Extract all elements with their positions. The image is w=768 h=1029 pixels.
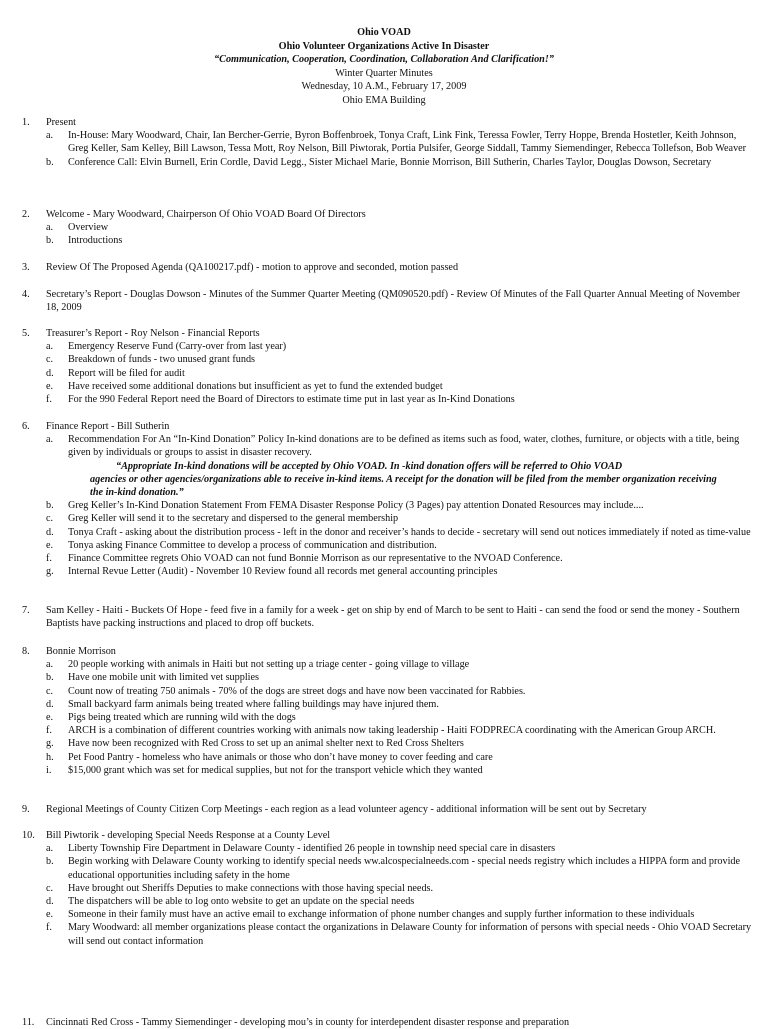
list-item: a. Recommendation For An “In-Kind Donation” Policy In-kind donations are to be defined as items such as food, water, clothes, furniture, or objects with a title, being given by individuals or groups to assist in disaster recovery.: [46, 434, 740, 459]
section-number: 1.: [22, 117, 30, 128]
list-item: a. 20 people working with animals in Haiti but not setting up a triage center - going village to village: [46, 659, 470, 671]
list-item: a. Liberty Township Fire Department in Delaware County - identified 26 people in township need special care in disasters: [46, 843, 556, 855]
list-item: a. Overview: [46, 222, 109, 234]
list-item: g. Internal Revue Letter (Audit) - November 10 Review found all records met general accounting principles: [46, 566, 498, 578]
list-item: f. ARCH is a combination of different countries working with animals now taking leadership - Haiti FODPRECA coordinating with the American Group ARCH.: [46, 725, 716, 737]
list-item: c. Count now of treating 750 animals - 70% of the dogs are street dogs and have now been vaccinated for Rabbies.: [46, 685, 526, 697]
list-item: b. Introductions: [46, 235, 123, 247]
section-title: Regional Meetings of County Citizen Corp Meetings - each region as a lead volunteer agency - additional information will be sent out by Secretary: [46, 804, 647, 815]
list-item: a. In-House: Mary Woodward, Chair, Ian Bercher-Gerrie, Byron Boffenbroek, Tonya Craft, Link Fink, Teressa Fowler, Terry Hoppe, Brenda Hostetler, Keith Johnson, Greg Keller, Sam Kelley, Bill Lawson, Tessa Mott, Roy Nelson, Bill Piwtorak, Portia Pulsifer, George Siddall, Tammy Siemendinger, Rebecca Tollefson, Bob Weaver: [46, 130, 747, 155]
list-item: c. Have brought out Sheriffs Deputies to make connections with those having special needs.: [46, 882, 434, 894]
section-number: 7.: [22, 605, 30, 616]
section-title: Finance Report - Bill Sutherin: [46, 421, 170, 432]
list-item: h. Pet Food Pantry - homeless who have animals or those who don’t have money to cover feeding and care: [46, 751, 493, 763]
list-item: b. Conference Call: Elvin Burnell, Erin Cordle, David Legg., Sister Michael Marie, Bonnie Morrison, Bill Sutherin, Charles Taylor, Douglas Dowson, Secretary: [46, 156, 712, 168]
list-item: d. Report will be filed for audit: [46, 367, 185, 379]
section-title: Cincinnati Red Cross - Tammy Siemendinger - developing mou’s in county for interdependent disaster response and preparation: [46, 1017, 570, 1028]
section-title: Bonnie Morrison: [46, 646, 116, 657]
section-secretary-report: [22, 288, 752, 314]
list-item: i. $15,000 grant which was set for medical supplies, but not for the transport vehicle which they wanted: [46, 764, 483, 776]
org-full-name: Ohio Volunteer Organizations Active In Disaster: [278, 40, 490, 52]
list-item: b. Greg Keller’s In-Kind Donation Statement From FEMA Disaster Response Policy (3 Pages) pay attention Donated Resources may include....: [46, 500, 644, 512]
section-title: Review Of The Proposed Agenda (QA100217.pdf) - motion to approve and seconded, motion passed: [46, 262, 459, 273]
section-number: 3.: [22, 262, 30, 273]
meeting-location: Ohio EMA Building: [342, 94, 426, 106]
section-number: 4.: [22, 289, 30, 300]
list-item: b. Have one mobile unit with limited vet supplies: [46, 672, 259, 684]
policy-quote: “Appropriate In-kind donations will be accepted by Ohio VOAD. In -kind donation offers will be referred to Ohio VOAD agencies or other agencies/organizations able to receive in-kind items. A receipt for the donation will be filed from the member organization receiving the in-kind donation.”: [90, 460, 717, 499]
list-item: d. The dispatchers will be able to log onto website to get an update on the special needs: [46, 896, 415, 908]
section-title: Sam Kelley - Haiti - Buckets Of Hope - feed five in a family for a week - get on ship by end of March to be sent to Haiti - can send the food or send the money - Southern Baptists have packing instructions and placed to drop off buckets.: [46, 605, 740, 630]
list-item: f. For the 990 Federal Report need the Board of Directors to estimate time put in last year as In-Kind Donations: [46, 394, 515, 406]
list-item: b. Begin working with Delaware County working to identify special needs ww.alcospecialneeds.com - special needs registry which includes a HIPPA form and provide educational opportunities including safety in the home: [46, 856, 741, 881]
section-title: Welcome - Mary Woodward, Chairperson Of Ohio VOAD Board Of Directors: [46, 209, 366, 220]
section-number: 11.: [22, 1017, 35, 1028]
list-item: f. Finance Committee regrets Ohio VOAD can not fund Bonnie Morrison as our representative to the NVOAD Conference.: [46, 553, 563, 565]
section-finance-report: [22, 420, 752, 578]
section-number: 6.: [22, 421, 30, 432]
list-item: e. Tonya asking Finance Committee to develop a process of communication and distribution.: [46, 539, 437, 551]
list-item: c. Breakdown of funds - two unused grant funds: [46, 354, 256, 366]
org-motto: “Communication, Cooperation, Coordination, Collaboration And Clarification!”: [214, 54, 554, 66]
section-cincinnati-red-cross: [22, 1016, 752, 1029]
section-number: 5.: [22, 328, 30, 339]
section-present: [22, 116, 752, 169]
section-title: Secretary’s Report - Douglas Dowson - Minutes of the Summer Quarter Meeting (QM090520.pdf) - Review Of Minutes of the Fall Quarter Annual Meeting of November 18, 2009: [46, 289, 741, 314]
section-number: 10.: [22, 830, 35, 841]
list-item: e. Someone in their family must have an active email to exchange information of phone number changes and supply further information to these individuals: [46, 909, 695, 921]
list-item: g. Have now been recognized with Red Cross to set up an animal shelter next to Red Cross Shelters: [46, 738, 464, 750]
list-item: e. Pigs being treated which are running wild with the dogs: [46, 712, 296, 724]
list-item: e. Have received some additional donations but insufficient as yet to fund the extended budget: [46, 380, 443, 392]
section-haiti-buckets: [22, 604, 752, 630]
list-item: d. Small backyard farm animals being treated where falling buildings may have injured them.: [46, 698, 439, 710]
list-item: a. Emergency Reserve Fund (Carry-over from last year): [46, 341, 287, 353]
section-special-needs: [22, 829, 752, 948]
list-item: f. Mary Woodward: all member organizations please contact the organizations in Delaware County for information of persons with special needs - Ohio VOAD Secretary will send out contact information: [46, 922, 752, 947]
meeting-date: Wednesday, 10 A.M., February 17, 2009: [301, 81, 467, 93]
document-header: [0, 26, 768, 108]
section-number: 2.: [22, 209, 30, 220]
section-welcome: [22, 208, 752, 248]
section-treasurer-report: [22, 327, 752, 406]
section-regional-meetings: [22, 803, 752, 816]
section-number: 9.: [22, 804, 30, 815]
list-item: c. Greg Keller will send it to the secretary and dispersed to the general membership: [46, 513, 399, 525]
section-title: Bill Piwtorik - developing Special Needs Response at a County Level: [46, 830, 331, 841]
section-title: Treasurer’s Report - Roy Nelson - Financial Reports: [46, 328, 260, 339]
section-number: 8.: [22, 646, 30, 657]
section-bonnie-morrison: [22, 645, 752, 777]
org-title: Ohio VOAD: [357, 27, 411, 38]
list-item: d. Tonya Craft - asking about the distribution process - left in the donor and receiver’s hands to decide - secretary will send out notices immediately if noted as time-value: [46, 526, 751, 538]
section-agenda-review: [22, 261, 752, 274]
minutes-title: Winter Quarter Minutes: [335, 67, 433, 79]
section-title: Present: [46, 117, 76, 128]
